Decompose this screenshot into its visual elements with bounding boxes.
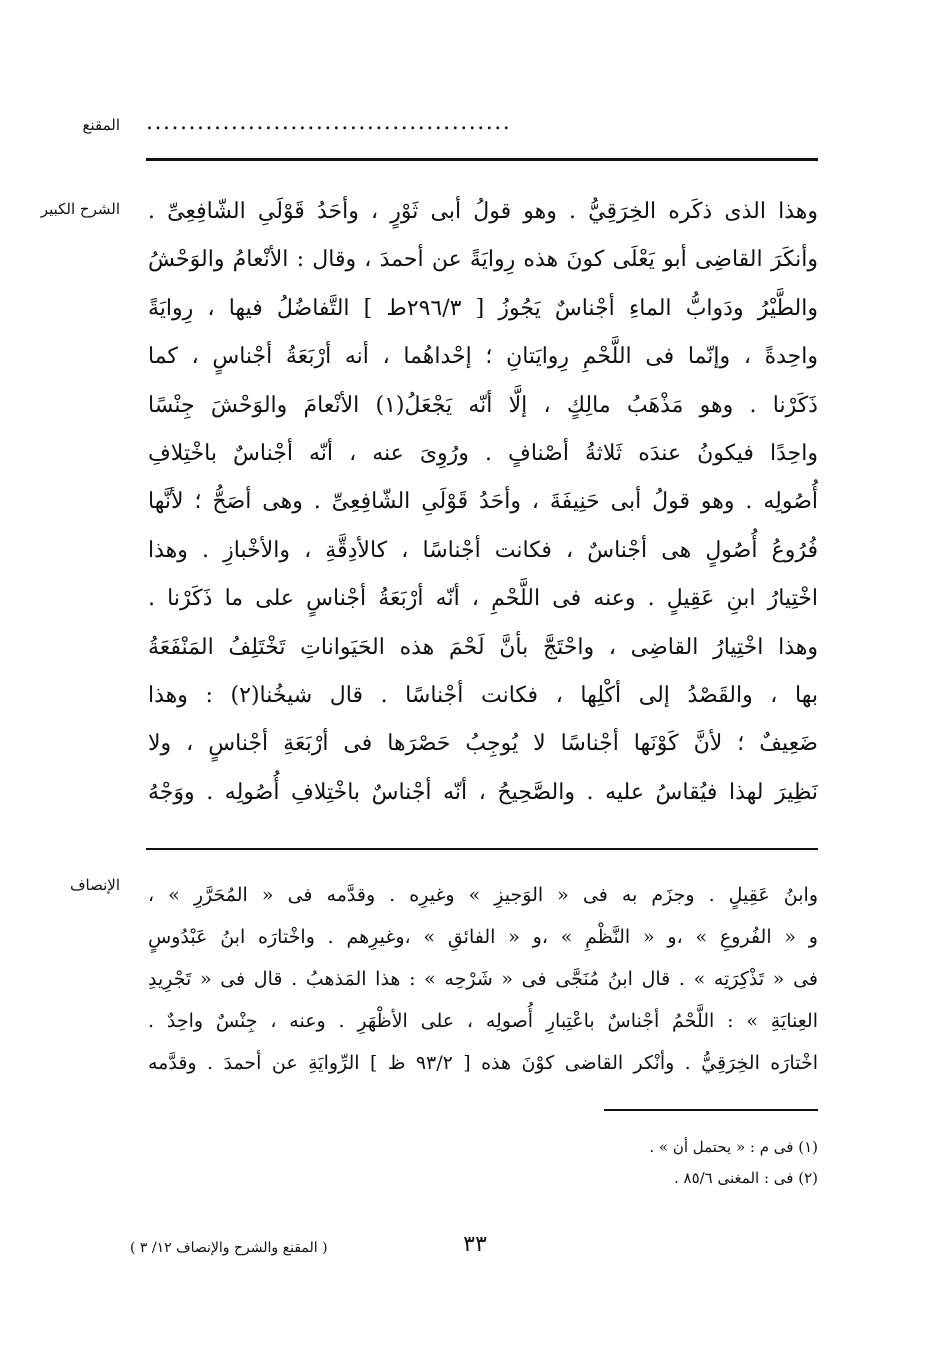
- text-line: اخْتارَه الخِرَقِيُّ . وأنْكر القاضى كوْنَ هذه [ ٩٣/٢ ظ ] الرِّوايَةِ عن أحمدَ . وقدَّمه: [148, 1052, 818, 1074]
- text-line: أُصُولِه . وهو قولُ أبى حَنِيفَةَ ، وأحَدُ قَوْلَىِ الشّافِعِىِّ . وهى أصَحُّ ؛ لأنَّها: [148, 489, 818, 515]
- text-line: والطَّيْرُ ودَوابُّ الماءِ أجْناسٌ يَجُوزُ [ ٢٩٦/٣ط ] التَّفاضُلُ فيها ، رِوايَةً: [148, 295, 818, 321]
- text-line: اخْتِيارُ ابنِ عَقِيلٍ . وعنه فى اللَّحْمِ ، أنّه أرْبَعَةُ أجْناسٍ على ما ذَكَرْنا .: [148, 586, 818, 612]
- footnote-rule: [604, 1109, 818, 1111]
- section-label-sharh: الشرح الكبير: [40, 200, 120, 218]
- text-line: وهذا الذى ذكَره الخِرَقِيُّ . وهو قولُ أبى ثَوْرٍ ، وأحَدُ قَوْلَىِ الشّافِعِىِّ .: [148, 199, 818, 224]
- text-line: وهذا اخْتِيارُ القاضِى ، واحْتَجَّ بأنَّ لَحْمَ هذه الحَيَواناتِ تَخْتَلِفُ المَنْفَعَةُ: [148, 634, 818, 660]
- text-line: العِنايَةِ » : اللَّحْمُ أجْناسٌ باعْتِبارِ أُصولِه ، على الأظْهَرِ . وعنه ، جِنْسٌ واحِدٌ .: [148, 1010, 818, 1032]
- text-line: وأنكَرَ القاضِى أبو يَعْلَى كونَ هذه رِوايَةً عن أحمدَ ، وقال : الأنْعامُ والوَحْشُ: [148, 247, 818, 273]
- text-line: فُرُوعُ أُصُولٍ هى أجْناسٌ ، فكانت أجْناسًا ، كالأدِقَّةِ ، والأخْبازِ . وهذا: [148, 537, 818, 563]
- text-line: بها ، والقَصْدُ إلى أكْلِها ، فكانت أجْناسًا . قال شيخُنا(٢) : وهذا: [148, 683, 818, 709]
- text-line: نَظِيرَ لهذا فيُقاسُ عليه . والصَّحِيحُ ، أنّه أجْناسٌ باخْتِلافِ أُصُولِه . ووَجْهُ: [148, 779, 818, 805]
- insaf-text-block: [148, 874, 818, 1084]
- page-number: ٣٣: [463, 1232, 487, 1257]
- header-rule: [146, 158, 818, 161]
- footnote: (٢) فى : المغنى ٨٥/٦ .: [673, 1169, 818, 1187]
- header-book-title: المقنع: [82, 116, 120, 134]
- header-dotted-leader: ...........................................: [146, 110, 512, 135]
- running-footer-title: ( المقنع والشرح والإنصاف ١٢/ ٣ ): [130, 1240, 328, 1256]
- footnotes: [420, 1132, 818, 1194]
- text-line: ذَكَرْنا . وهو مَذْهَبُ مالِكٍ ، إلَّا أنّه يَجْعَلُ(١) الأنْعامَ والوَحْشَ جِنْسًا: [148, 392, 818, 418]
- text-line: فى « تَذْكِرَتِه » . قال ابنُ مُنَجَّى فى « شَرْحِه » : هذا المَذهبُ . قال فى « تَجْرِيدِ: [148, 968, 818, 990]
- text-line: و « الفُروعِ » ،و « النَّظْمِ » ،و « الفائقِ » ،وغيرِهم . واخْتارَه ابنُ عَبْدُوسٍ: [148, 926, 818, 948]
- text-line: واحِدةً ، وإنّما فى اللَّحْمِ رِوايَتانِ ؛ إحْداهُما ، أنه أرْبَعَةُ أجْناسٍ ، كما: [148, 344, 818, 370]
- sharh-text-block: [148, 188, 818, 817]
- section-divider-rule: [146, 848, 818, 850]
- text-line: واحِدًا فيكونُ عندَه ثَلاثةُ أصْنافٍ . ورُوِىَ عنه ، أنّه أجْناسٌ باخْتِلافِ: [148, 441, 818, 467]
- text-line: وابنُ عَقِيلٍ . وجزَم به فى « الوَجيزِ » وغيرِه . وقدَّمه فى « المُحَرَّرِ » ،: [148, 884, 818, 906]
- footnote: (١) فى م : « يحتمل أن » .: [649, 1138, 818, 1156]
- text-line: ضَعِيفٌ ؛ لأنَّ كَوْنَها أجْناسًا لا يُوجِبُ حَصْرَها فى أرْبَعَةِ أجْناسٍ ، ولا: [148, 731, 818, 757]
- section-label-insaf: الإنصاف: [69, 876, 120, 894]
